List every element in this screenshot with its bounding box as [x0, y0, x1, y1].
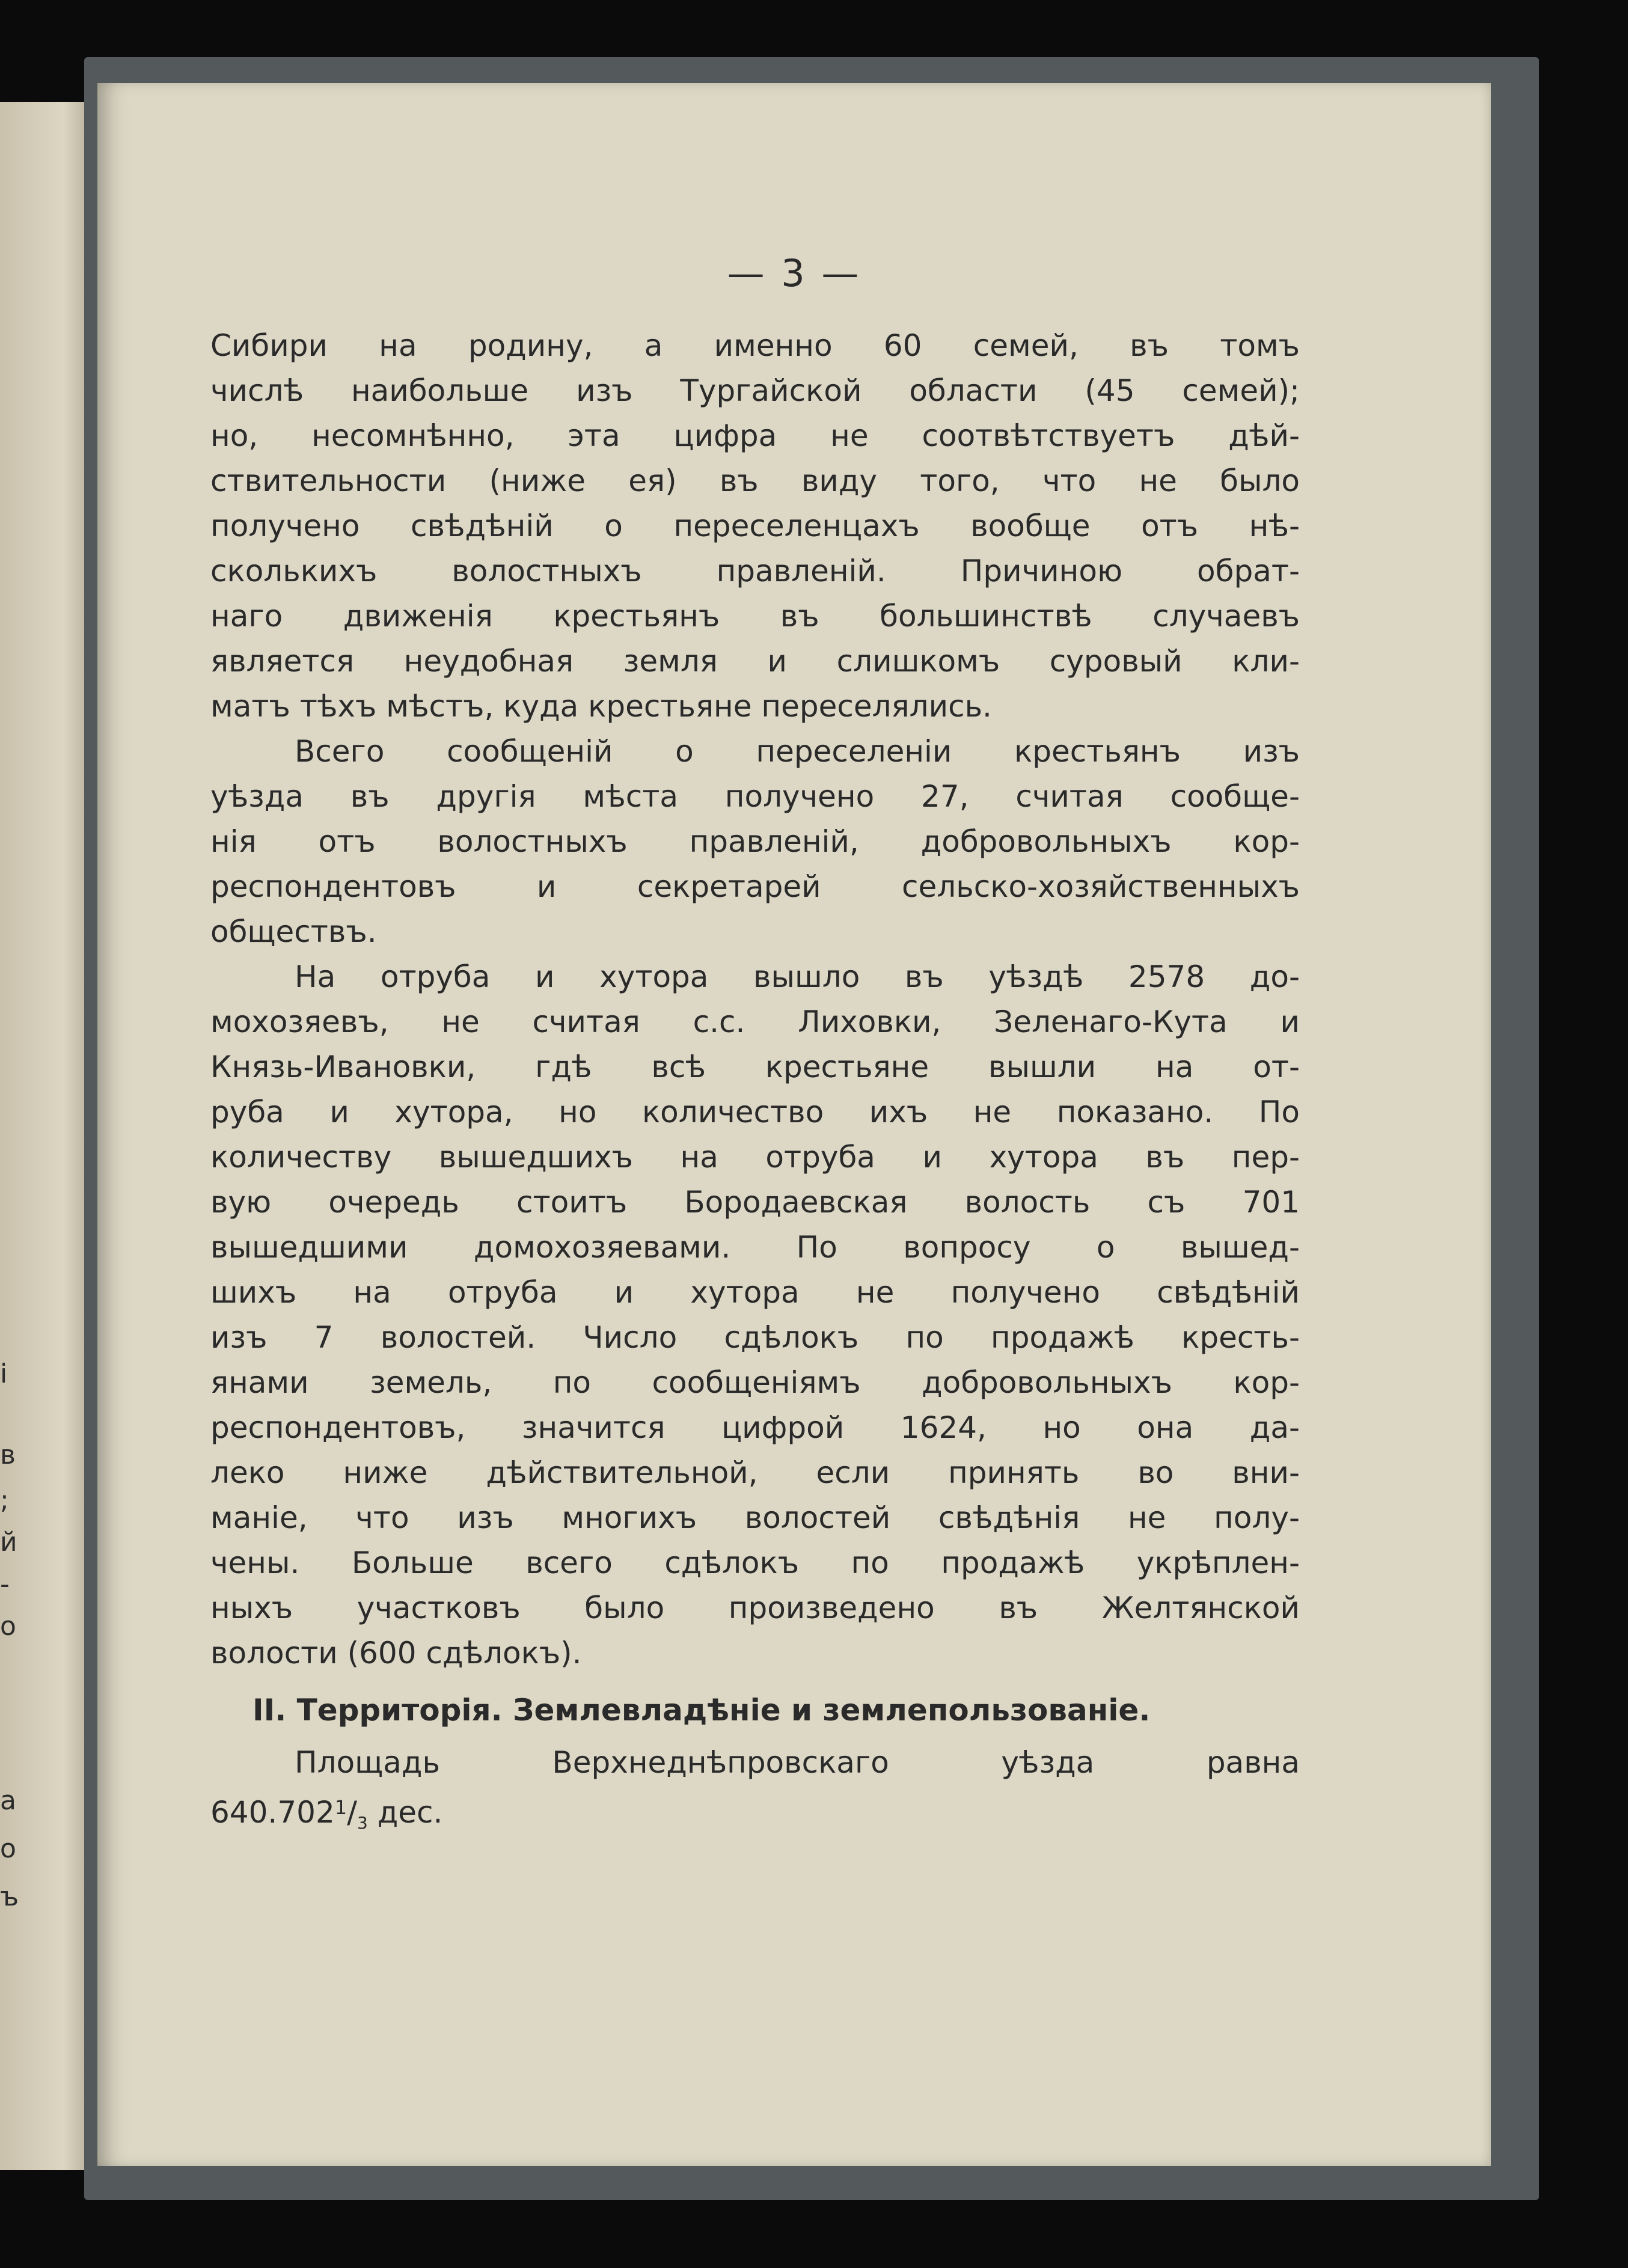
book-page	[97, 83, 1491, 2166]
text-line: нія отъ волостныхъ правленій, добровольныхъ кор-	[210, 824, 1300, 859]
text-line: шихъ на отруба и хутора не получено свѣдѣній	[210, 1275, 1300, 1310]
left-page-edge	[0, 102, 90, 2170]
text-line: изъ 7 волостей. Число сдѣлокъ по продажѣ кресть-	[210, 1320, 1300, 1355]
text-line: матъ тѣхъ мѣстъ, куда крестьяне переселялись.	[210, 689, 992, 724]
left-edge-char: о	[0, 1833, 16, 1864]
text-line: чены. Больше всего сдѣлокъ по продажѣ укрѣплен-	[210, 1545, 1300, 1580]
text-line: ствительности (ниже ея) въ виду того, что не было	[210, 463, 1300, 498]
page-number: — 3 —	[727, 251, 861, 295]
text-line: респондентовъ, значится цифрой 1624, но она да-	[210, 1410, 1300, 1445]
text-line: сколькихъ волостныхъ правленій. Причиною обрат-	[210, 554, 1300, 588]
left-edge-char: ъ	[0, 1881, 19, 1912]
text-line: волости (600 сдѣлокъ).	[210, 1636, 582, 1670]
paragraph-lines	[210, 323, 1300, 1676]
left-edge-char: а	[0, 1785, 16, 1816]
text-line: является неудобная земля и слишкомъ суровый кли-	[210, 644, 1300, 679]
text-line: ныхъ участковъ было произведено въ Желтянской	[210, 1591, 1300, 1625]
text-line: Площадь Верхнеднѣпровскаго уѣзда равна	[295, 1745, 1300, 1780]
text-line: вышедшими домохозяевами. По вопросу о вышед-	[210, 1230, 1300, 1265]
text-line: вую очередь стоитъ Бородаевская волость съ 701	[210, 1185, 1300, 1220]
text-line: Князь-Ивановки, гдѣ всѣ крестьяне вышли на от-	[210, 1050, 1300, 1084]
text-line: янами земель, по сообщеніямъ добровольныхъ кор-	[210, 1365, 1300, 1400]
left-edge-char: і	[0, 1359, 8, 1389]
area-value: 640.702	[210, 1795, 335, 1830]
text-line: леко ниже дѣйствительной, если принять во вни-	[210, 1455, 1300, 1490]
text-line: Всего сообщеній о переселеніи крестьянъ изъ	[295, 734, 1300, 769]
text-line: руба и хутора, но количество ихъ не показано. По	[210, 1095, 1300, 1129]
text-line: но, несомнѣнно, эта цифра не соотвѣтствуетъ дѣй-	[210, 418, 1300, 453]
left-edge-char: -	[0, 1569, 10, 1600]
text-line: На отруба и хутора вышло въ уѣздѣ 2578 до-	[295, 959, 1300, 994]
text-line: обществъ.	[210, 914, 377, 949]
text-line: маніе, что изъ многихъ волостей свѣдѣнія не полу-	[210, 1500, 1300, 1535]
area-unit: дес.	[367, 1795, 443, 1830]
fraction-numerator: 1	[334, 1796, 347, 1819]
area-line: $640.702^1/_3$ дес.	[210, 1795, 443, 1833]
text-line: количеству вышедшихъ на отруба и хутора въ пер-	[210, 1140, 1300, 1175]
left-edge-char: о	[0, 1611, 16, 1642]
fraction-denominator: 3	[357, 1813, 368, 1833]
text-line: Сибири на родину, а именно 60 семей, въ томъ	[210, 328, 1300, 363]
left-edge-char: в	[0, 1440, 16, 1470]
left-edge-char: й	[0, 1527, 17, 1557]
section-title: II. Территорія. Землевладѣніе и землепользованіе.	[252, 1693, 1151, 1728]
text-line: числѣ наибольше изъ Тургайской области (45 семей);	[210, 373, 1300, 408]
left-edge-char: ;	[0, 1485, 9, 1515]
text-line: наго движенія крестьянъ въ большинствѣ случаевъ	[210, 599, 1300, 634]
text-line: уѣзда въ другія мѣста получено 27, считая сообще-	[210, 779, 1300, 814]
text-line: респондентовъ и секретарей сельско-хозяйственныхъ	[210, 869, 1300, 904]
text-line: получено свѣдѣній о переселенцахъ вообще отъ нѣ-	[210, 509, 1300, 543]
page-body	[210, 323, 1300, 1845]
text-line: мохозяевъ, не считая с.с. Лиховки, Зеленаго-Кута и	[210, 1004, 1300, 1039]
